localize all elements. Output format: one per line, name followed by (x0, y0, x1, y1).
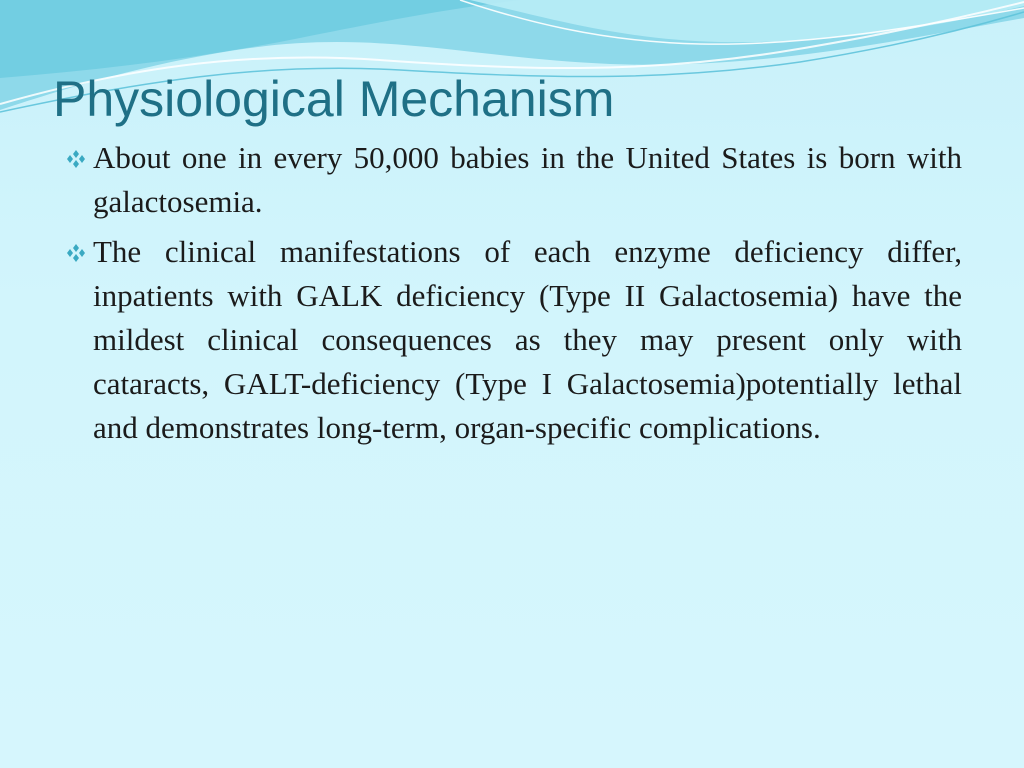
four-diamond-bullet-icon (64, 243, 88, 263)
bullet-item (64, 230, 962, 450)
slide-title: Physiological Mechanism (53, 71, 615, 127)
bullet-list (64, 136, 962, 456)
bullet-text: About one in every 50,000 babies in the United States is born with galactosemia. (93, 140, 962, 219)
bullet-text: The clinical manifestations of each enzyme deficiency differ, inpatients with GALK deficiency (Type II Galactosemia) have the mildest clinical consequences as they may present only with cataracts, GALT-deficiency (Type I Galactosemia)potentially lethal and demonstrates long-term, organ-specific complications. (93, 234, 962, 445)
bullet-item (64, 136, 962, 224)
four-diamond-bullet-icon (64, 149, 88, 169)
